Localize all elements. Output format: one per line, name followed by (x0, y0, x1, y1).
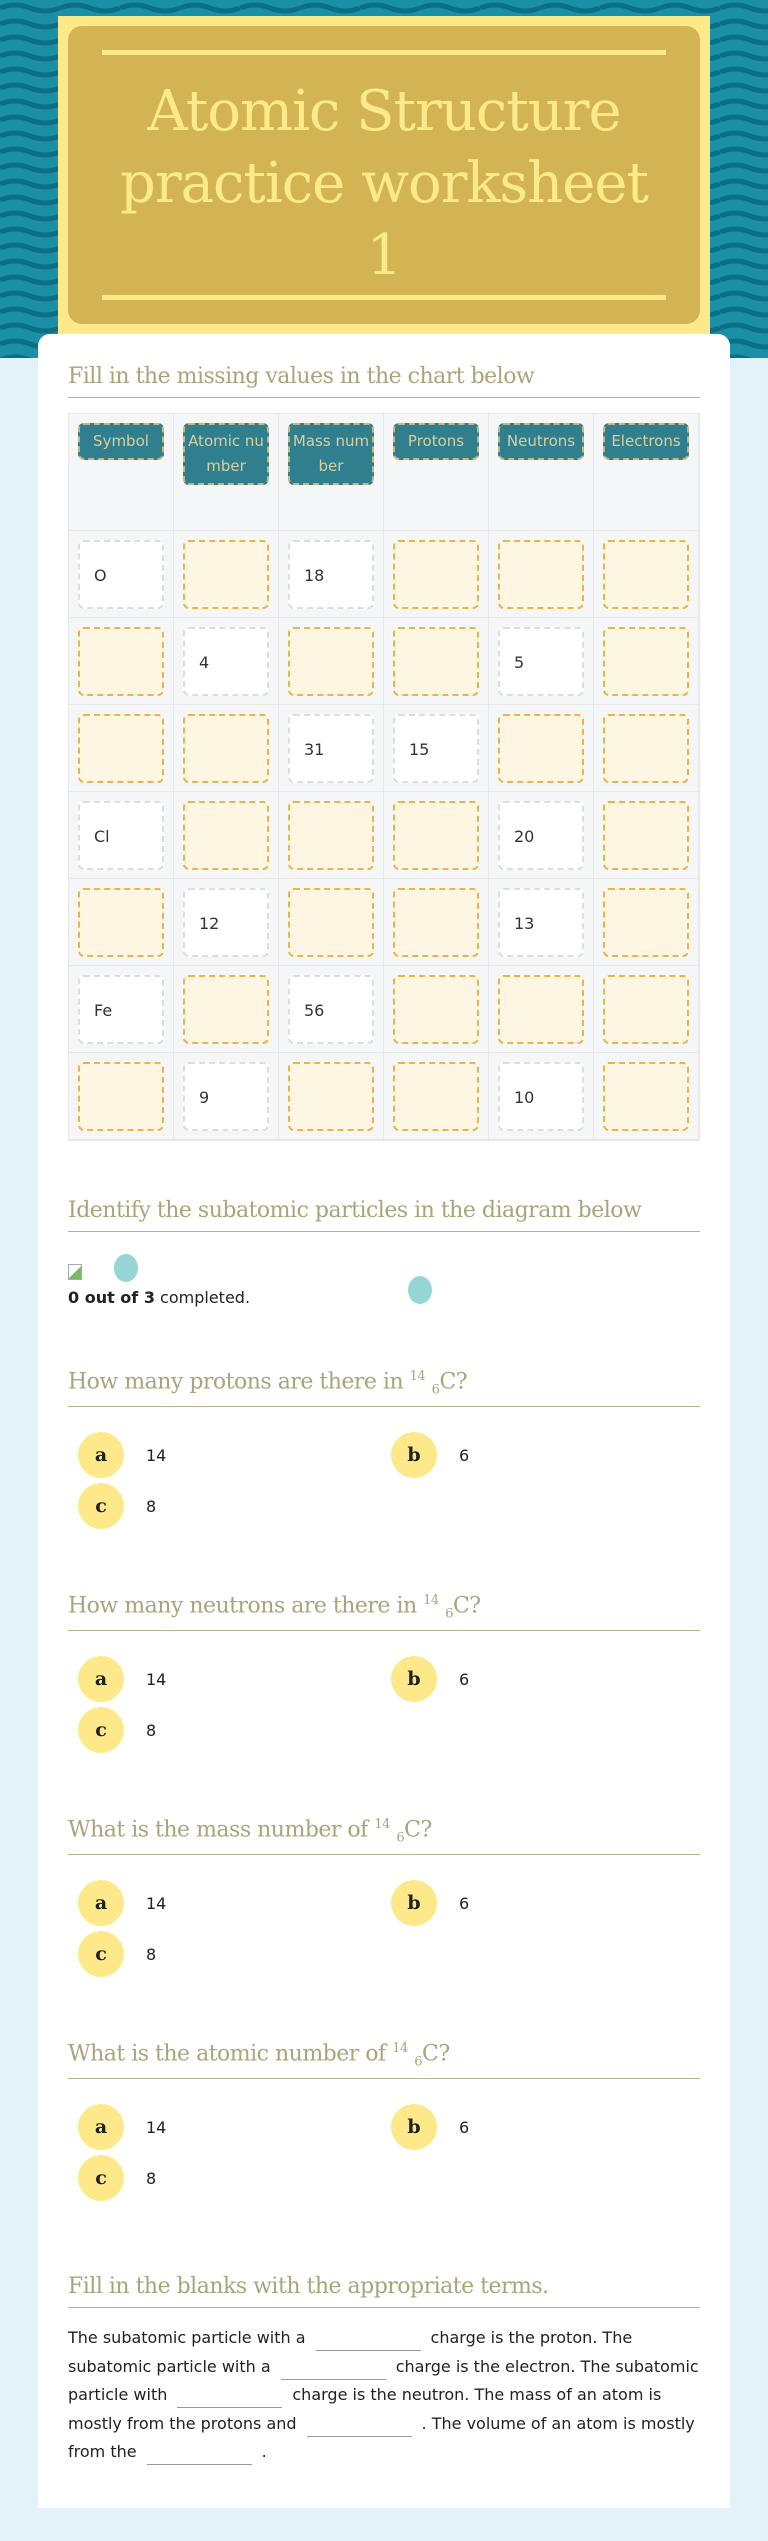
table-cell (279, 531, 384, 618)
answer-option-a[interactable] (78, 1656, 166, 1702)
given-value: 56 (288, 975, 374, 1044)
text: . (261, 2442, 267, 2462)
section-heading: Identify the subatomic particles in the diagram below (68, 1198, 700, 1232)
table-cell (489, 531, 594, 618)
blank-input[interactable] (147, 2447, 252, 2465)
answer-input[interactable] (603, 714, 689, 783)
answer-input[interactable] (78, 714, 164, 783)
title-banner (58, 16, 710, 334)
table-cell (489, 618, 594, 705)
given-value: 31 (288, 714, 374, 783)
question-text: How many neutrons are there in (68, 1593, 424, 1619)
superscript: 14 (409, 1369, 426, 1384)
answer-input[interactable] (498, 540, 584, 609)
table-row (69, 705, 699, 792)
table-cell (174, 879, 279, 966)
drag-marker[interactable] (408, 1276, 432, 1304)
table-row (69, 879, 699, 966)
table-cell (69, 1053, 174, 1140)
table-cell (384, 618, 489, 705)
given-value: 20 (498, 801, 584, 870)
question-suffix: C? (439, 1369, 468, 1395)
header-cell (594, 414, 699, 531)
table-cell (279, 1053, 384, 1140)
values-table (68, 413, 700, 1141)
table-cell (489, 792, 594, 879)
blank-input[interactable] (307, 2419, 412, 2437)
table-cell (279, 966, 384, 1053)
option-letter-badge: b (391, 2104, 437, 2150)
question-suffix: C? (452, 1593, 481, 1619)
table-cell (69, 705, 174, 792)
table-cell (594, 966, 699, 1053)
question-text: What is the mass number of (68, 1817, 375, 1843)
table-cell (279, 792, 384, 879)
answer-option-c[interactable] (78, 2155, 156, 2201)
question-suffix: C? (422, 2041, 450, 2067)
text: The subatomic particle with a (68, 2328, 306, 2347)
question-heading (68, 1593, 700, 1631)
progress-text (68, 1288, 250, 1307)
answer-input[interactable] (498, 714, 584, 783)
option-letter-badge: a (78, 2104, 124, 2150)
text: charge is the electron. The subatomic particle with (68, 2356, 699, 2405)
table-row (69, 1053, 699, 1140)
table-cell (279, 879, 384, 966)
column-header: Electrons (603, 423, 689, 460)
given-value: 18 (288, 540, 374, 609)
column-header: Protons (393, 423, 479, 460)
answer-input[interactable] (78, 1062, 164, 1131)
table-cell (594, 1053, 699, 1140)
option-text: 14 (146, 1893, 167, 1913)
answer-input[interactable] (393, 975, 479, 1044)
blank-input[interactable] (316, 2333, 421, 2351)
given-value: 9 (183, 1062, 269, 1131)
column-header: Mass number (288, 423, 374, 485)
given-value: Cl (78, 801, 164, 870)
question-heading (68, 1817, 700, 1855)
option-letter-badge: b (391, 1880, 437, 1926)
answer-input[interactable] (393, 1062, 479, 1131)
option-text: 8 (146, 2168, 157, 2188)
table-row (69, 966, 699, 1053)
table-cell (69, 966, 174, 1053)
option-letter-badge: a (78, 1432, 124, 1478)
table-cell (594, 879, 699, 966)
table-cell (174, 966, 279, 1053)
superscript: 14 (423, 1593, 439, 1608)
section-heading: Fill in the missing values in the chart below (68, 364, 700, 398)
answer-input[interactable] (603, 888, 689, 957)
option-text: 6 (459, 1669, 470, 1689)
answer-option-b[interactable] (391, 1656, 469, 1702)
column-header: Symbol (78, 423, 164, 460)
table-cell (174, 792, 279, 879)
subscript: 6 (414, 2054, 423, 2070)
answer-input[interactable] (603, 1062, 689, 1131)
option-text: 6 (459, 1445, 470, 1465)
answer-input[interactable] (78, 627, 164, 696)
table-cell (69, 531, 174, 618)
table-cell (174, 705, 279, 792)
worksheet-card (38, 334, 730, 2508)
column-header: Atomic number (183, 423, 269, 485)
answer-input[interactable] (603, 975, 689, 1044)
superscript: 14 (392, 2041, 408, 2056)
table-row (69, 618, 699, 705)
subscript: 6 (445, 1606, 453, 1622)
text: charge is the proton. The subatomic particle with a (68, 2328, 633, 2376)
question-heading (68, 1369, 700, 1407)
answer-input[interactable] (183, 714, 269, 783)
option-letter-badge: c (78, 1483, 124, 1529)
given-value: 13 (498, 888, 584, 957)
superscript: 14 (374, 1817, 390, 1832)
option-text: 8 (146, 1720, 157, 1740)
header-cell (489, 414, 594, 531)
answer-input[interactable] (183, 801, 269, 870)
option-letter-badge: c (78, 1707, 124, 1753)
page-title: Atomic Structure practice worksheet 1 (119, 79, 649, 288)
table-cell (174, 618, 279, 705)
table-header-row (69, 414, 699, 531)
answer-input[interactable] (393, 888, 479, 957)
answer-option-a[interactable] (78, 1880, 166, 1926)
answer-option-b[interactable] (391, 1880, 469, 1926)
option-letter-badge: a (78, 1656, 124, 1702)
table-cell (174, 531, 279, 618)
answer-option-c[interactable] (78, 1483, 156, 1529)
option-text: 8 (146, 1496, 157, 1516)
option-letter-badge: b (391, 1656, 437, 1702)
header-cell (279, 414, 384, 531)
option-text: 14 (146, 1669, 167, 1689)
progress-count: 0 out of 3 (68, 1288, 155, 1307)
section-heading: Fill in the blanks with the appropriate terms. (68, 2274, 700, 2308)
option-letter-badge: c (78, 1931, 124, 1977)
option-text: 14 (146, 2117, 167, 2137)
option-letter-badge: a (78, 1880, 124, 1926)
answer-input[interactable] (603, 801, 689, 870)
answer-input[interactable] (288, 801, 374, 870)
option-text: 8 (146, 1944, 157, 1964)
given-value: 12 (183, 888, 269, 957)
table-row (69, 531, 699, 618)
answer-input[interactable] (183, 540, 269, 609)
answer-input[interactable] (288, 1062, 374, 1131)
answer-option-b[interactable] (391, 2104, 469, 2150)
text: charge is the neutron. The mass of an atom is mostly from the protons and (68, 2385, 662, 2433)
table-cell (384, 879, 489, 966)
answer-input[interactable] (288, 888, 374, 957)
blank-input[interactable] (281, 2362, 386, 2380)
answer-input[interactable] (288, 627, 374, 696)
question-suffix: C? (404, 1817, 432, 1843)
table-cell (384, 1053, 489, 1140)
table-cell (384, 966, 489, 1053)
broken-image-icon (68, 1264, 82, 1280)
drag-marker[interactable] (114, 1254, 138, 1282)
given-value: 10 (498, 1062, 584, 1131)
option-text: 6 (459, 2117, 470, 2137)
given-value: 5 (498, 627, 584, 696)
table-cell (69, 792, 174, 879)
answer-option-a[interactable] (78, 2104, 166, 2150)
table-cell (489, 705, 594, 792)
subscript: 6 (396, 1830, 405, 1846)
table-cell (69, 879, 174, 966)
answer-input[interactable] (603, 627, 689, 696)
answer-input[interactable] (603, 540, 689, 609)
option-text: 6 (459, 1893, 470, 1913)
answer-option-a[interactable] (78, 1432, 166, 1478)
table-cell (594, 531, 699, 618)
given-value: 15 (393, 714, 479, 783)
answer-option-c[interactable] (78, 1931, 156, 1977)
blank-input[interactable] (177, 2390, 282, 2408)
answer-option-c[interactable] (78, 1707, 156, 1753)
question-text: How many protons are there in (68, 1369, 410, 1395)
subscript: 6 (431, 1382, 440, 1398)
answer-input[interactable] (393, 540, 479, 609)
table-cell (174, 1053, 279, 1140)
answer-input[interactable] (498, 975, 584, 1044)
header-cell (174, 414, 279, 531)
option-letter-badge: c (78, 2155, 124, 2201)
question-heading (68, 2041, 700, 2079)
given-value: 4 (183, 627, 269, 696)
table-cell (384, 792, 489, 879)
table-row (69, 792, 699, 879)
answer-input[interactable] (78, 888, 164, 957)
option-letter-badge: b (391, 1432, 437, 1478)
header-cell (69, 414, 174, 531)
question-text: What is the atomic number of (68, 2041, 393, 2067)
given-value: O (78, 540, 164, 609)
given-value: Fe (78, 975, 164, 1044)
answer-option-b[interactable] (391, 1432, 469, 1478)
table-cell (69, 618, 174, 705)
column-header: Neutrons (498, 423, 584, 460)
fill-in-paragraph (68, 2324, 700, 2467)
text: . The volume of an atom is mostly from the (68, 2413, 695, 2462)
answer-input[interactable] (393, 627, 479, 696)
progress-suffix: completed. (154, 1288, 251, 1307)
table-cell (279, 618, 384, 705)
table-cell (384, 705, 489, 792)
table-cell (594, 618, 699, 705)
table-cell (594, 792, 699, 879)
table-cell (279, 705, 384, 792)
table-cell (594, 705, 699, 792)
table-cell (489, 1053, 594, 1140)
table-cell (489, 966, 594, 1053)
table-cell (489, 879, 594, 966)
answer-input[interactable] (183, 975, 269, 1044)
header-cell (384, 414, 489, 531)
option-text: 14 (146, 1445, 167, 1465)
answer-input[interactable] (393, 801, 479, 870)
table-cell (384, 531, 489, 618)
